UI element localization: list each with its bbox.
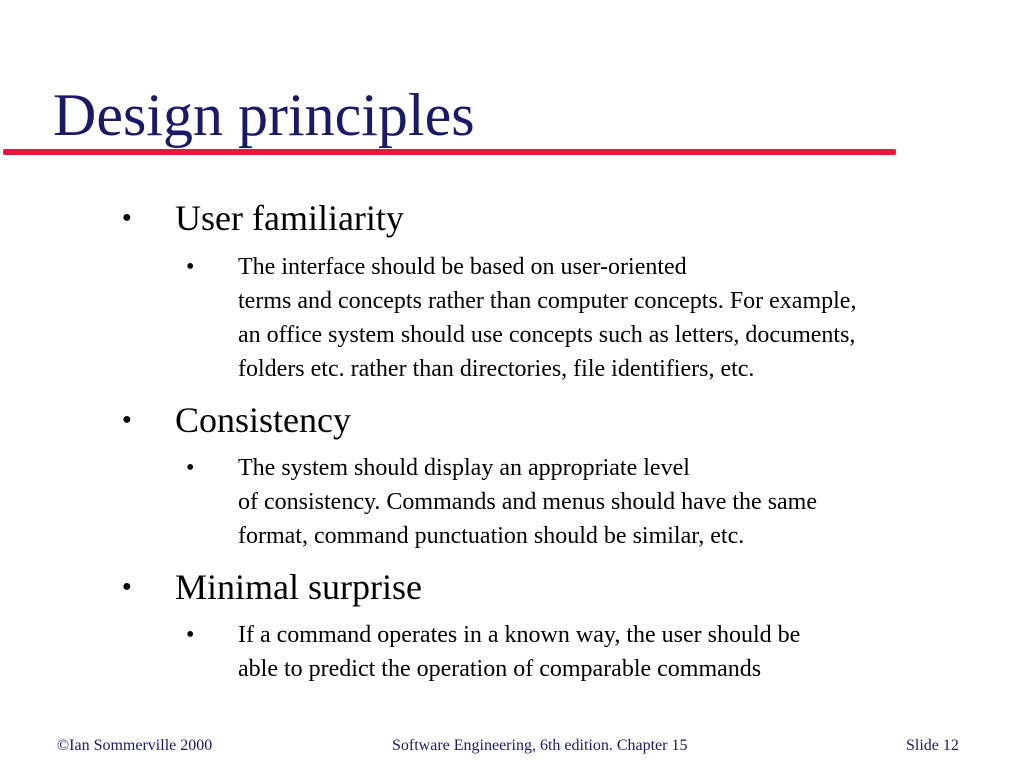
section-heading-consistency: Consistency (175, 400, 351, 440)
section-heading-minimal-surprise: Minimal surprise (175, 567, 422, 607)
footer-copyright: ©Ian Sommerville 2000 (57, 737, 213, 754)
detail-line: terms and concepts rather than computer concepts. For example, (238, 288, 857, 314)
slide-title: Design principles (53, 82, 475, 148)
detail-line: The system should display an appropriate level (238, 455, 690, 481)
footer-slide-number: Slide 12 (906, 737, 959, 754)
detail-line: format, command punctuation should be similar, etc. (238, 523, 745, 549)
detail-line: The interface should be based on user-oriented (238, 254, 687, 280)
detail-line: able to predict the operation of comparable commands (238, 656, 762, 682)
detail-line: of consistency. Commands and menus should have the same (238, 489, 817, 515)
detail-line: an office system should use concepts such as letters, documents, (238, 322, 856, 348)
detail-line: If a command operates in a known way, the user should be (238, 622, 801, 648)
sub-bullet-icon: • (186, 254, 195, 280)
bullet-icon: ● (122, 411, 132, 428)
bullet-icon: ● (122, 578, 132, 595)
bullet-icon: ● (122, 209, 132, 226)
detail-line: folders etc. rather than directories, file identifiers, etc. (238, 356, 755, 382)
title-underline (3, 149, 896, 155)
section-heading-user-familiarity: User familiarity (175, 198, 404, 238)
sub-bullet-icon: • (186, 455, 195, 481)
footer-book-title: Software Engineering, 6th edition. Chapter 15 (392, 737, 688, 754)
sub-bullet-icon: • (186, 622, 195, 648)
